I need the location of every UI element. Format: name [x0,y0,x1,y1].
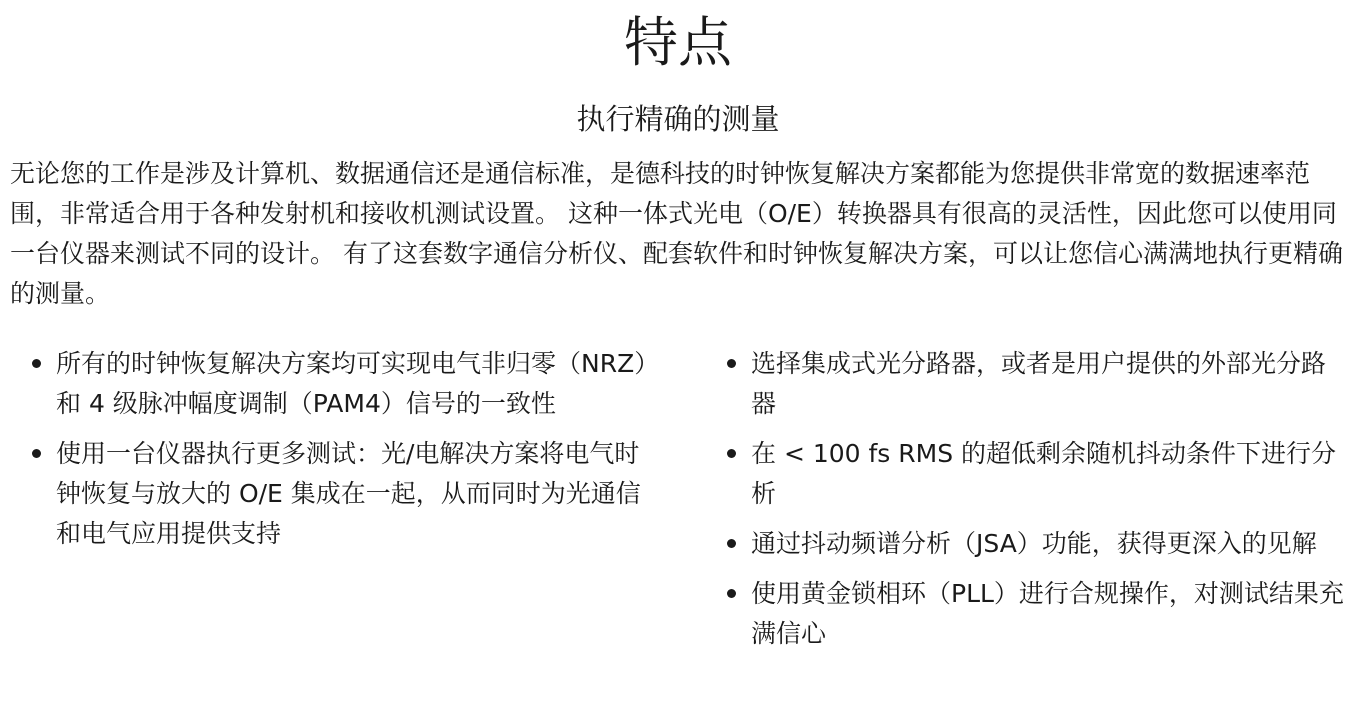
section-subtitle: 执行精确的测量 [576,102,780,136]
list-item-text: 所有的时钟恢复解决方案均可实现电气非归零（NRZ）和 4 级脉冲幅度调制（PAM4）信号的一致性 [56,349,647,418]
list-item [725,524,1345,564]
feature-list-left [30,344,650,564]
bullet-icon [32,449,41,458]
list-item-text: 选择集成式光分路器，或者是用户提供的外部光分路器 [751,349,1327,418]
feature-list-right [725,344,1345,664]
bullet-icon [727,589,736,598]
bullet-icon [727,359,736,368]
intro-paragraph: 无论您的工作是涉及计算机、数据通信还是通信标准，是德科技的时钟恢复解决方案都能为您提供非常宽的数据速率范围，非常适合用于各种发射机和接收机测试设置。 这种一体式光电（O/E）转换器具有很高的灵活性，因此您可以使用同一台仪器来测试不同的设计。 有了这套数字通信分析仪、配套软件和时钟恢复解决方案，可以让您信心满满地执行更精确的测量。 [10,159,1343,308]
list-item [30,344,650,424]
bullet-icon [727,449,736,458]
list-item-text: 通过抖动频谱分析（JSA）功能，获得更深入的见解 [751,529,1317,558]
list-item [725,434,1345,514]
list-item [725,344,1345,424]
list-item-text: 在 < 100 fs RMS 的超低剩余随机抖动条件下进行分析 [751,439,1337,508]
bullet-icon [32,359,41,368]
list-item [725,574,1345,654]
list-item [30,434,650,554]
list-item-text: 使用一台仪器执行更多测试：光/电解决方案将电气时钟恢复与放大的 O/E 集成在一起，从而同时为光通信和电气应用提供支持 [56,439,641,548]
list-item-text: 使用黄金锁相环（PLL）进行合规操作，对测试结果充满信心 [751,579,1344,648]
bullet-icon [727,539,736,548]
page-title: 特点 [624,11,732,74]
